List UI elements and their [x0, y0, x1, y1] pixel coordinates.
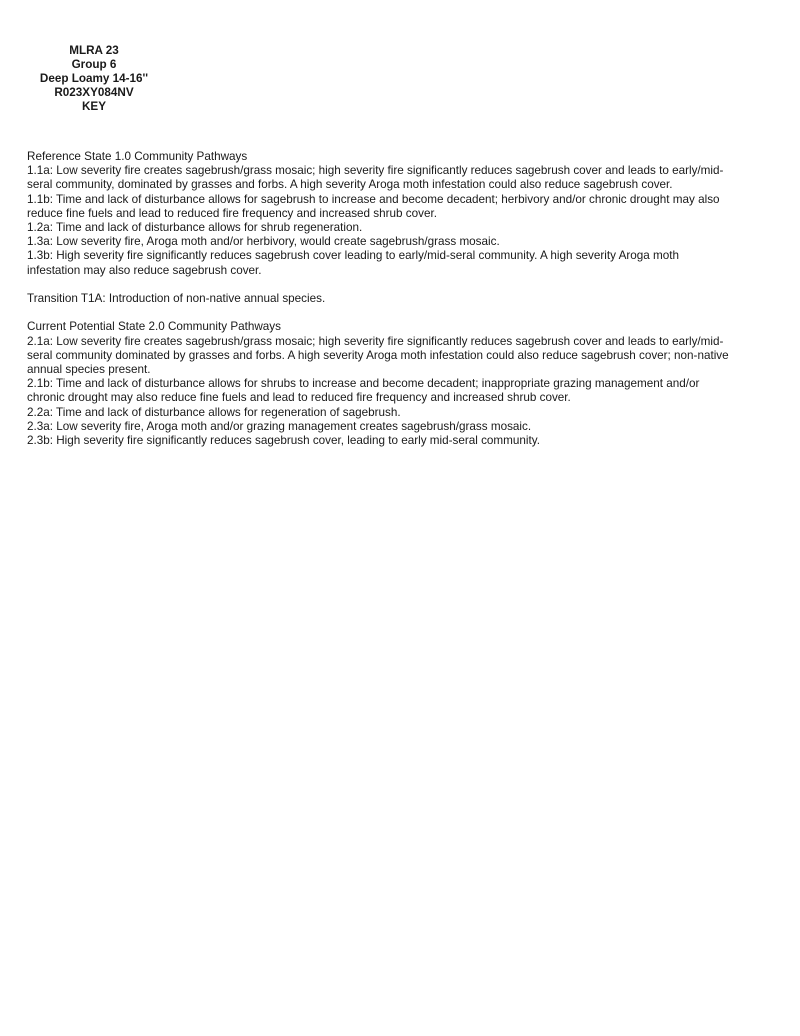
pathway-paragraph: 1.3b: High severity fire significantly reduces sagebrush cover leading to early/mid-seral community. A high severity Aroga moth infestation may also reduce sagebrush cover.: [27, 249, 679, 277]
pathway-paragraph: 1.1b: Time and lack of disturbance allows for sagebrush to increase and become decadent; herbivory and/or chronic drought may also reduce fine fuels and lead to reduced fire frequency and increased shrub cover.: [27, 192, 720, 220]
pathway-paragraph: 1.2a: Time and lack of disturbance allows for shrub regeneration.: [27, 221, 363, 235]
pathway-paragraph: 2.1a: Low severity fire creates sagebrush/grass mosaic; high severity fire significantly reduces sagebrush cover and leads to early/mid-seral community dominated by grasses and forbs. A high severity Aroga moth infestation could also reduce sagebrush cover; non-native annual species present.: [27, 334, 729, 377]
reference-state-heading: Reference State 1.0 Community Pathways: [27, 150, 248, 163]
pathway-paragraph: 2.3a: Low severity fire, Aroga moth and/or grazing management creates sagebrush/grass mosaic.: [27, 419, 532, 433]
pathway-paragraph: 2.3b: High severity fire significantly reduces sagebrush cover, leading to early mid-seral community.: [27, 434, 540, 448]
pathway-paragraph: 1.3a: Low severity fire, Aroga moth and/or herbivory, would create sagebrush/grass mosaic.: [27, 235, 500, 249]
section-transition: [27, 292, 735, 306]
section-reference-state: [27, 150, 735, 278]
header-line: Group 6: [71, 58, 117, 71]
header-line: KEY: [81, 100, 107, 113]
header-line: R023XY084NV: [54, 86, 134, 99]
document-header: [0, 44, 188, 114]
header-line: Deep Loamy 14-16'': [39, 72, 149, 85]
pathway-paragraph: 2.2a: Time and lack of disturbance allows for regeneration of sagebrush.: [27, 405, 401, 419]
transition-text: Transition T1A: Introduction of non-native annual species.: [27, 292, 326, 306]
current-potential-state-heading: Current Potential State 2.0 Community Pathways: [27, 320, 281, 334]
header-line: MLRA 23: [69, 44, 119, 57]
pathway-paragraph: 1.1a: Low severity fire creates sagebrush/grass mosaic; high severity fire significantly reduces sagebrush cover and leads to early/mid-seral community, dominated by grasses and forbs. A high severity Aroga moth infestation could also reduce sagebrush cover.: [27, 164, 724, 192]
document-body: [27, 150, 735, 448]
section-current-potential-state: [27, 320, 735, 448]
pathway-paragraph: 2.1b: Time and lack of disturbance allows for shrubs to increase and become decadent; inappropriate grazing management and/or chronic drought may also reduce fine fuels and lead to reduced fire frequency and increased shrub cover.: [27, 377, 700, 405]
